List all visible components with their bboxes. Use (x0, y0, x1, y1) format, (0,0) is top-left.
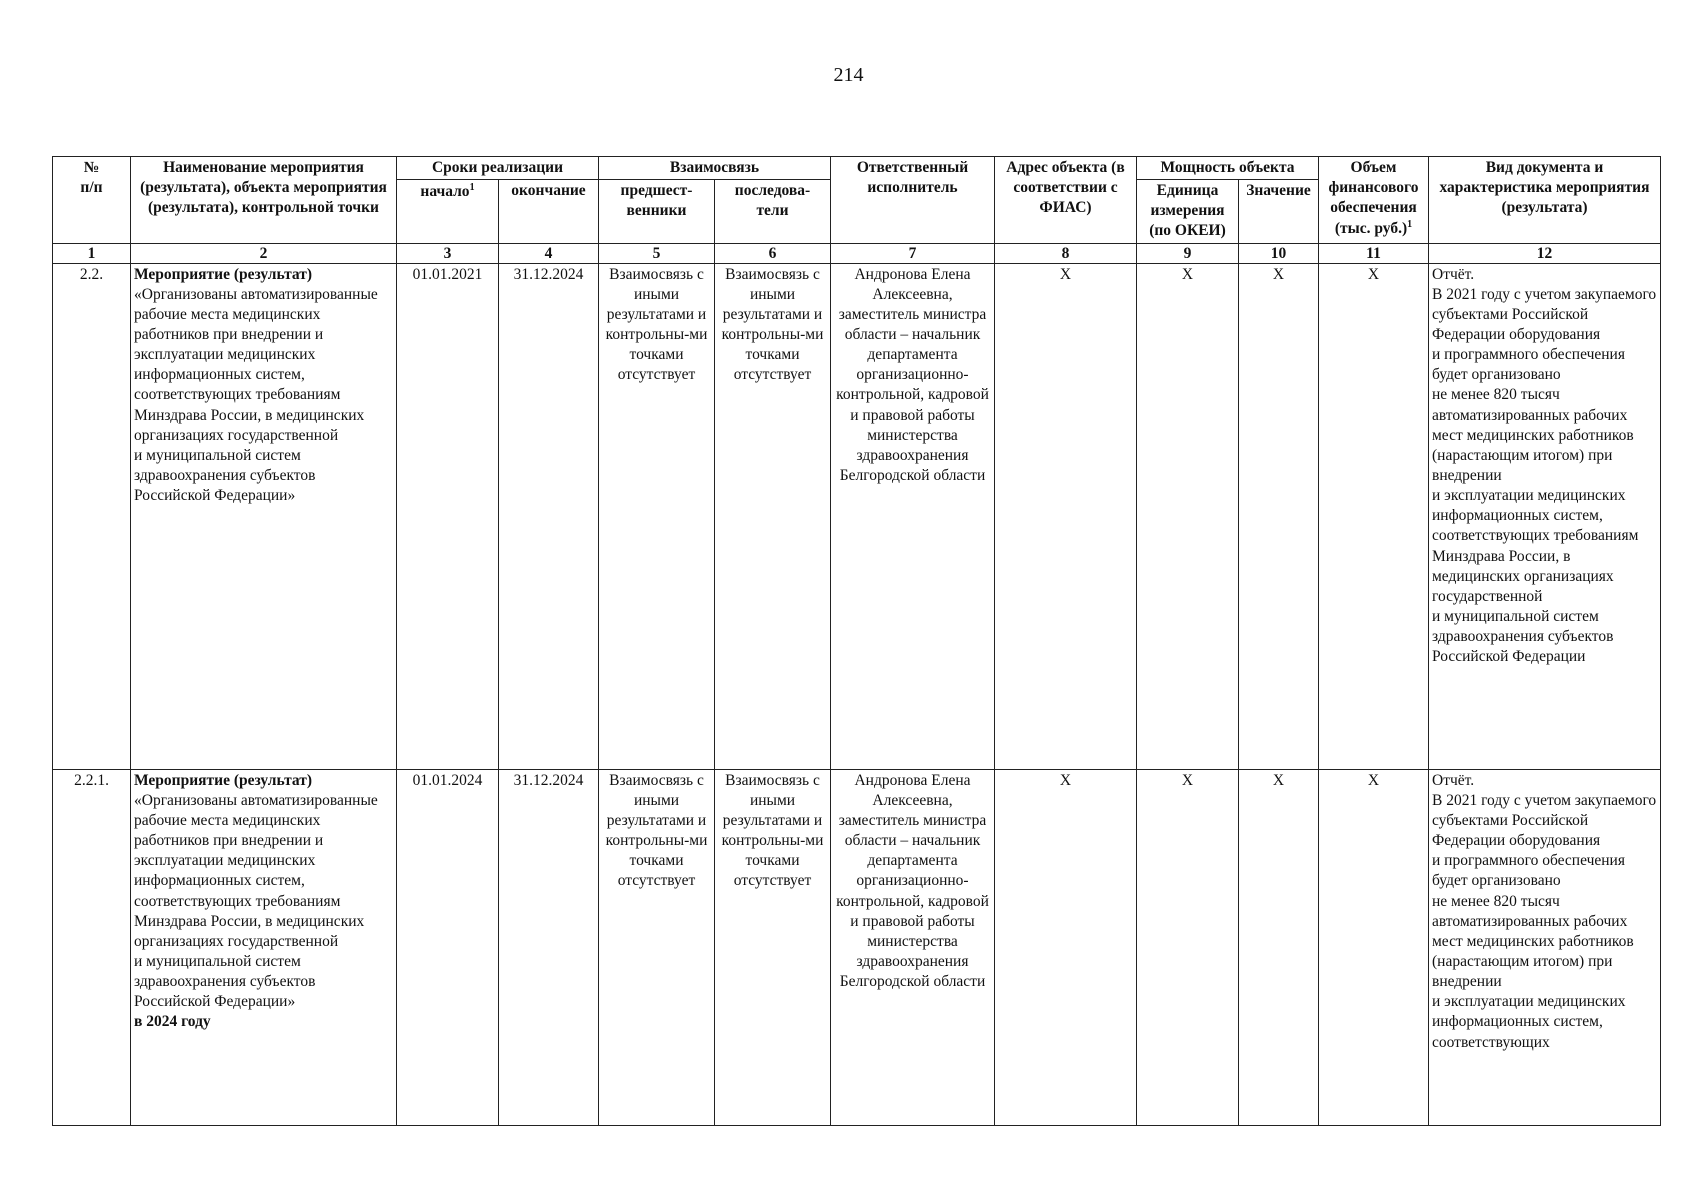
row-end-date: 31.12.2024 (499, 769, 599, 1125)
plan-table (52, 156, 1661, 1126)
row-name-cell (131, 769, 397, 1125)
column-numbers-row (53, 243, 1661, 263)
row-end-date: 31.12.2024 (499, 263, 599, 769)
row-funding: X (1319, 769, 1429, 1125)
header-unit: Единица измерения (по ОКЕИ) (1137, 180, 1239, 243)
header-doc-type: Вид документа и характеристика мероприятия (результата) (1429, 157, 1661, 244)
column-number: 2 (131, 243, 397, 263)
row-start-date: 01.01.2021 (397, 263, 499, 769)
row-value: X (1239, 769, 1319, 1125)
row-title: Мероприятие (результат) (134, 265, 313, 283)
row-unit: X (1137, 263, 1239, 769)
row-address: X (995, 263, 1137, 769)
column-number: 8 (995, 243, 1137, 263)
row-address: X (995, 769, 1137, 1125)
row-value: X (1239, 263, 1319, 769)
column-number: 1 (53, 243, 131, 263)
header-capacity: Мощность объекта (1137, 157, 1319, 180)
row-start-date: 01.01.2024 (397, 769, 499, 1125)
row-predecessors: Взаимосвязь с иными результатами и контрольны-ми точками отсутствует (599, 769, 715, 1125)
column-number: 5 (599, 243, 715, 263)
table-row (53, 263, 1661, 769)
header-funding (1319, 157, 1429, 244)
header-terms: Сроки реализации (397, 157, 599, 180)
row-name-cell (131, 263, 397, 769)
column-number: 3 (397, 243, 499, 263)
column-number: 6 (715, 243, 831, 263)
header-end: окончание (499, 180, 599, 243)
row-successors: Взаимосвязь с иными результатами и контрольны-ми точками отсутствует (715, 769, 831, 1125)
row-extra: в 2024 году (134, 1013, 211, 1031)
header-predecessors: предшест- венники (599, 180, 715, 243)
row-doc: Отчёт. В 2021 году с учетом закупаемого субъектами Российской Федерации оборудования и программного обеспечения будет организовано не менее 820 тысяч автоматизированных рабочих мест медицинских работников (нарастающим итогом) при внедрении и эксплуатации медицинских информационных систем, соответствующих требованиям Минздрава России, в медицинских организациях государственной и муниципальной систем здравоохранения субъектов Российской Федерации (1429, 263, 1661, 769)
row-number: 2.2.1. (53, 769, 131, 1125)
row-title: Мероприятие (результат) (134, 771, 313, 789)
table-row (53, 769, 1661, 1125)
header-row-1 (53, 157, 1661, 180)
header-successors: последова- тели (715, 180, 831, 243)
page-number: 214 (833, 64, 864, 86)
footnote-mark: 1 (469, 182, 475, 194)
row-predecessors: Взаимосвязь с иными результатами и контрольны-ми точками отсутствует (599, 263, 715, 769)
column-number: 11 (1319, 243, 1429, 263)
row-doc: Отчёт. В 2021 году с учетом закупаемого субъектами Российской Федерации оборудования и программного обеспечения будет организовано не менее 820 тысяч автоматизированных рабочих мест медицинских работников (нарастающим итогом) при внедрении и эксплуатации медицинских информационных систем, соответствующих (1429, 769, 1661, 1125)
header-relation: Взаимосвязь (599, 157, 831, 180)
row-funding: X (1319, 263, 1429, 769)
row-unit: X (1137, 769, 1239, 1125)
column-number: 10 (1239, 243, 1319, 263)
row-number: 2.2. (53, 263, 131, 769)
column-number: 7 (831, 243, 995, 263)
header-name: Наименование мероприятия (результата), объекта мероприятия (результата), контрольной точки (131, 157, 397, 244)
header-value: Значение (1239, 180, 1319, 243)
row-successors: Взаимосвязь с иными результатами и контрольны-ми точками отсутствует (715, 263, 831, 769)
row-responsible: Андронова Елена Алексеевна, заместитель министра области – начальник департамента организационно-контрольной, кадровой и правовой работы министерства здравоохранения Белгородской области (831, 769, 995, 1125)
row-responsible: Андронова Елена Алексеевна, заместитель министра области – начальник департамента организационно-контрольной, кадровой и правовой работы министерства здравоохранения Белгородской области (831, 263, 995, 769)
column-number: 9 (1137, 243, 1239, 263)
row-name: «Организованы автоматизированные рабочие места медицинских работников при внедрении и эксплуатации медицинских информационных систем, соответствующих требованиям Минздрава России, в медицинских организациях государственной и муниципальной систем здравоохранения субъектов Российской Федерации» (134, 285, 378, 505)
column-number: 4 (499, 243, 599, 263)
header-start-text: начало (420, 183, 470, 201)
header-num: № п/п (53, 157, 131, 244)
header-funding-text: Объем финансового обеспечения (тыс. руб.) (1328, 159, 1419, 238)
header-start (397, 180, 499, 243)
column-number: 12 (1429, 243, 1661, 263)
header-address: Адрес объекта (в соответствии с ФИАС) (995, 157, 1137, 244)
header-responsible: Ответственный исполнитель (831, 157, 995, 244)
footnote-mark: 1 (1407, 219, 1413, 231)
row-name: «Организованы автоматизированные рабочие места медицинских работников при внедрении и эксплуатации медицинских информационных систем, соответствующих требованиям Минздрава России, в медицинских организациях государственной и муниципальной систем здравоохранения субъектов Российской Федерации» (134, 791, 378, 1011)
